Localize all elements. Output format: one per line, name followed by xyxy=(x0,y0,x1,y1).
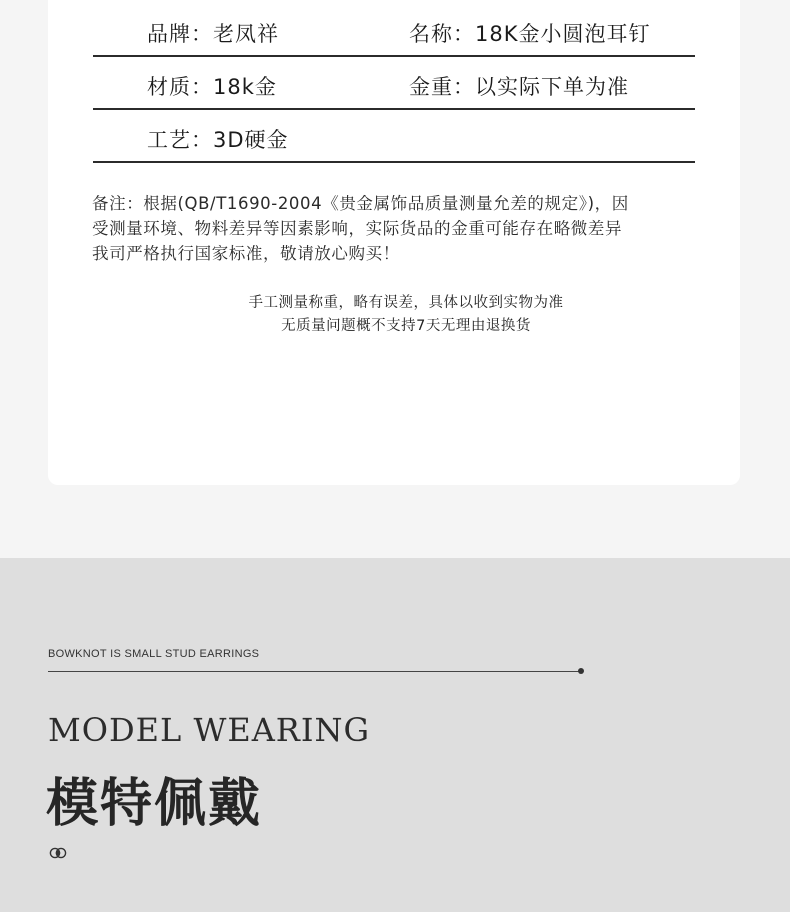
note-line: 我司严格执行国家标准，敬请放心购买！ xyxy=(92,244,400,263)
note-line: 备注：根据(QB/T1690-2004《贵金属饰品质量测量允差的规定》)，因 xyxy=(92,194,629,213)
section-subtitle: BOWKNOT IS SMALL STUD EARRINGS xyxy=(48,648,260,660)
disclaimer-line-2: 无质量问题概不支持7天无理由退换货 xyxy=(281,318,531,334)
spec-material: 材质：18k金 xyxy=(147,75,277,99)
spec-row-craft xyxy=(93,110,695,163)
divider-line xyxy=(48,671,580,672)
spec-craft: 工艺：3D硬金 xyxy=(147,128,289,152)
disclaimer-line-1: 手工测量称重，略有误差，具体以收到实物为准 xyxy=(248,295,564,311)
spec-product-name: 名称：18K金小圆泡耳钉 xyxy=(409,22,651,46)
spec-gold-weight: 金重：以实际下单为准 xyxy=(409,75,629,99)
divider-dot xyxy=(578,668,584,674)
interlocking-rings-icon xyxy=(48,847,70,859)
note-paragraph xyxy=(92,191,712,266)
spec-row-brand xyxy=(93,4,695,57)
note-line: 受测量环境、物料差异等因素影响，实际货品的金重可能存在略微差异 xyxy=(92,219,623,238)
section-title-chinese: 模特佩戴 xyxy=(46,774,263,834)
spec-row-material xyxy=(93,57,695,110)
spec-brand: 品牌：老凤祥 xyxy=(147,22,279,46)
section-title-english: MODEL WEARING xyxy=(48,711,371,749)
